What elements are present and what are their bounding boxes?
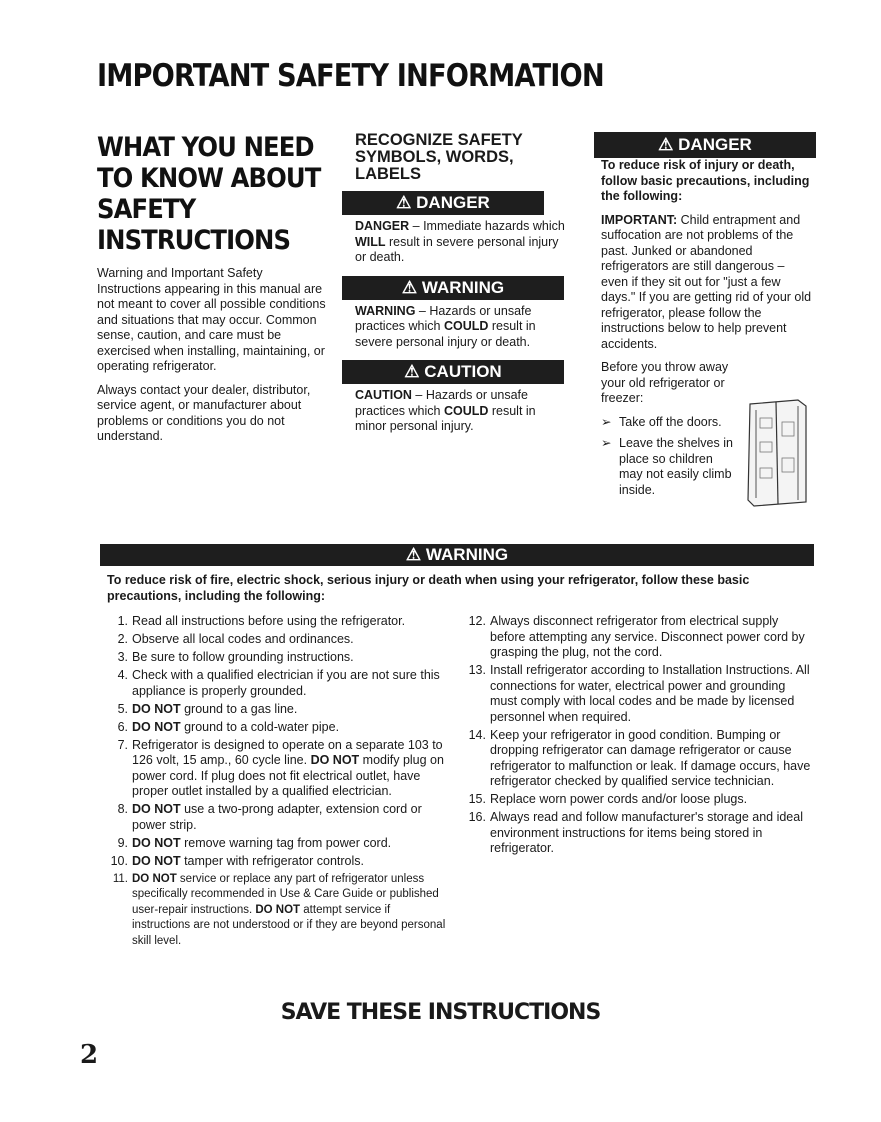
warning-intro: To reduce risk of fire, electric shock, serious injury or death when using your refrigerator, follow these basic precautions, including the following: xyxy=(107,573,750,603)
item-number: 5. xyxy=(117,701,128,716)
precautions-list-right xyxy=(468,614,813,859)
caution-desc-em: COULD xyxy=(443,403,489,418)
item-text: attempt service if instructions are not understood or if they are beyond personal skill level. xyxy=(132,903,446,947)
item-number: 16. xyxy=(468,810,486,824)
danger-banner xyxy=(594,132,816,158)
item-number: 15. xyxy=(468,792,486,806)
item-number: 11. xyxy=(112,872,128,885)
list-item xyxy=(110,632,450,648)
item-number: 12. xyxy=(468,614,486,628)
item-text: Always read and follow manufacturer's storage and ideal environment instructions for items being stored in refrigerator. xyxy=(490,810,803,855)
do-not-term: DO NOT xyxy=(132,719,181,734)
list-item xyxy=(110,802,450,833)
list-item xyxy=(468,810,813,857)
contact-paragraph: Always contact your dealer, distributor, service agent, or manufacturer about problems or conditions you do not understand. xyxy=(97,382,311,443)
precautions-list-left xyxy=(110,614,450,952)
item-number: 10. xyxy=(110,853,128,868)
item-number: 6. xyxy=(117,719,128,734)
item-number: 13. xyxy=(468,663,486,677)
item-number: 8. xyxy=(117,802,128,816)
item-text: Replace worn power cords and/or loose plugs. xyxy=(490,792,748,806)
item-text: Read all instructions before using the refrigerator. xyxy=(132,614,406,628)
danger-label-text: DANGER xyxy=(416,193,490,212)
item-number: 7. xyxy=(117,737,128,752)
do-not-term: DO NOT xyxy=(132,835,181,850)
item-text: service or replace any part of refrigerator unless specifically recommended in Use & Care Guide or published user-repair instructions. xyxy=(132,872,439,916)
item-number: 2. xyxy=(117,632,128,646)
what-you-need-heading: WHAT YOU NEED TO KNOW ABOUT SAFETY INSTRUCTIONS xyxy=(97,132,321,256)
recognize-symbols-heading: RECOGNIZE SAFETY SYMBOLS, WORDS, LABELS xyxy=(355,131,523,183)
do-not-term: DO NOT xyxy=(255,903,301,916)
item-text: Refrigerator is designed to operate on a separate 103 to 126 volt, 15 amp., 60 cycle line. xyxy=(132,737,443,767)
left-column xyxy=(97,132,327,453)
do-not-term: DO NOT xyxy=(310,753,360,767)
danger-desc-em: WILL xyxy=(355,234,386,249)
list-item-text: Take off the doors. xyxy=(619,414,722,429)
danger-desc-post: result in severe personal injury or death. xyxy=(355,234,559,264)
danger-term: DANGER xyxy=(355,219,410,233)
item-text: Always disconnect refrigerator from electrical supply before attempting any service. Disconnect power cord by grasping the plug, not the cord. xyxy=(490,614,805,659)
warning-description xyxy=(355,304,570,351)
item-text: Observe all local codes and ordinances. xyxy=(132,632,354,646)
item-text: tamper with refrigerator controls. xyxy=(180,853,365,868)
important-paragraph xyxy=(601,213,813,353)
list-item xyxy=(110,836,450,852)
do-not-term: DO NOT xyxy=(132,853,181,868)
warning-desc-em: COULD xyxy=(443,319,489,333)
arrow-bullet-icon: ➢ xyxy=(601,436,612,450)
important-text: Child entrapment and suffocation are not problems of the past. Junked or abandoned refrigerators are still dangerous – even if they sit out for "just a few days." If you are getting rid of your old refrigerator, please follow the instructions below to help prevent accidents. xyxy=(601,212,812,351)
danger-banner-text: DANGER xyxy=(678,135,752,154)
warning-triangle-icon: ⚠ xyxy=(396,193,412,212)
item-text: Install refrigerator according to Installation Instructions. All connections for water, electrical power and grounding must comply with local codes and be made by licensed personnel when required. xyxy=(490,663,810,724)
before-throw-away: Before you throw away your old refrigerator or freezer: xyxy=(601,360,729,405)
list-item xyxy=(110,738,450,800)
list-item xyxy=(110,720,450,736)
list-item xyxy=(110,854,450,870)
item-text: use a two-prong adapter, extension cord or power strip. xyxy=(132,802,422,832)
list-item xyxy=(110,702,450,718)
item-number: 1. xyxy=(117,614,128,628)
middle-column xyxy=(355,132,570,435)
list-item xyxy=(468,614,813,661)
important-term: IMPORTANT: xyxy=(601,212,678,227)
warning-label-text: WARNING xyxy=(421,277,505,297)
item-text: remove warning tag from power cord. xyxy=(180,835,392,850)
caution-label-bar xyxy=(342,360,564,384)
warning-triangle-icon: ⚠ xyxy=(405,545,422,564)
do-not-term: DO NOT xyxy=(132,701,181,716)
intro-paragraph: Warning and Important Safety Instructions appearing in this manual are not meant to cover all possible conditions and situations that may occur. Common sense, caution, and care must be exercised when installing, maintaining, or operating refrigerator. xyxy=(97,266,326,373)
list-item xyxy=(468,663,813,725)
caution-desc-post: result in minor personal injury. xyxy=(355,403,536,433)
caution-term: CAUTION xyxy=(355,388,412,402)
caution-label-text: CAUTION xyxy=(424,362,502,381)
page-title: IMPORTANT SAFETY INFORMATION xyxy=(97,58,604,94)
item-text: Be sure to follow grounding instructions. xyxy=(132,650,354,664)
warning-banner-text: WARNING xyxy=(425,545,509,564)
caution-description xyxy=(355,388,570,435)
list-item xyxy=(110,650,450,666)
list-item xyxy=(110,614,450,630)
list-item xyxy=(110,668,450,699)
item-text: Keep your refrigerator in good condition. Bumping or dropping refrigerator can damage refrigerator or cause refrigerator to malfunction or leak. If damage occurs, have refrigerator checked by qualified service technician. xyxy=(490,727,811,788)
list-item-text: Leave the shelves in place so children may not easily climb inside. xyxy=(619,436,733,497)
danger-desc-pre: – Immediate hazards which xyxy=(409,219,565,233)
warning-desc-pre: – Hazards or unsafe practices which xyxy=(355,303,532,333)
page-number: 2 xyxy=(80,1040,99,1070)
list-item xyxy=(468,792,813,808)
warning-label-bar xyxy=(342,276,564,300)
list-item xyxy=(110,872,450,950)
warning-desc-post: result in severe personal injury or death. xyxy=(355,319,536,349)
warning-triangle-icon: ⚠ xyxy=(404,362,420,381)
danger-intro: To reduce risk of injury or death, follow basic precautions, including the following: xyxy=(601,158,810,203)
arrow-bullet-icon: ➢ xyxy=(601,414,612,429)
item-number: 3. xyxy=(117,650,128,664)
save-instructions-title: SAVE THESE INSTRUCTIONS xyxy=(280,1000,601,1025)
warning-term: WARNING xyxy=(355,303,416,318)
item-number: 4. xyxy=(117,668,128,682)
list-item xyxy=(468,728,813,790)
item-text: ground to a cold-water pipe. xyxy=(180,719,340,734)
warning-banner xyxy=(100,544,814,566)
item-text: ground to a gas line. xyxy=(180,701,298,716)
do-not-term: DO NOT xyxy=(132,872,177,885)
caution-desc-pre: – Hazards or unsafe practices which xyxy=(355,388,528,418)
warning-triangle-icon: ⚠ xyxy=(401,277,418,297)
refrigerator-illustration xyxy=(740,398,812,508)
warning-triangle-icon: ⚠ xyxy=(658,135,674,154)
danger-label-bar xyxy=(342,191,544,215)
item-number: 9. xyxy=(117,835,128,850)
danger-description xyxy=(355,219,570,266)
item-text: modify plug on power cord. If plug does not fit electrical outlet, have proper outlet installed by a qualified electrician. xyxy=(132,753,444,798)
do-not-term: DO NOT xyxy=(132,802,181,816)
item-number: 14. xyxy=(468,727,486,742)
item-text: Check with a qualified electrician if you are not sure this appliance is properly grounded. xyxy=(132,668,440,698)
list-item xyxy=(601,436,737,498)
